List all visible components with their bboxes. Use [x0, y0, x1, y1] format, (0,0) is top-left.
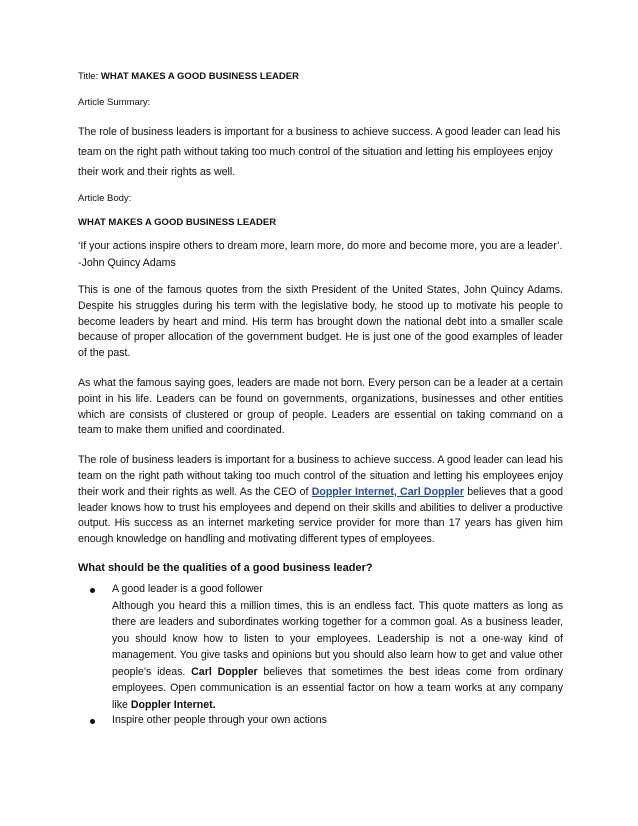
paragraph-3	[78, 453, 563, 548]
qualities-heading: What should be the qualities of a good business leader?	[78, 561, 373, 574]
list-item-title: Inspire other people through your own actions	[112, 714, 327, 727]
bullet-icon	[90, 719, 95, 724]
list-item-title: A good leader is a good follower	[112, 582, 263, 595]
paragraph-1: This is one of the famous quotes from the sixth President of the United States, John Quincy Adams. Despite his struggles during his term with the legislative body, he stood up to motivate his people to become leaders by heart and mind. His term has brought down the national debt into a smaller scale because of proper allocation of the government budget. He is just one of the good examples of leader of the past.	[78, 284, 563, 360]
doppler-internet-bold: Doppler Internet.	[130, 698, 216, 711]
list-item	[78, 713, 563, 729]
summary-label: Article Summary:	[78, 97, 151, 108]
paragraph-3-start: The role of business leaders is important for a business to achieve success. A good leader can lead his team on the right path without taking too much control of the situation and letting his employees enjoy their work and their rights as well. As the CEO of	[78, 454, 563, 498]
article-heading: WHAT MAKES A GOOD BUSINESS LEADER	[78, 217, 277, 228]
document-page	[78, 70, 563, 729]
paragraph-2: As what the famous saying goes, leaders are made not born. Every person can be a leader at a certain point in his life. Leaders can be found on governments, organizations, businesses and other entities which are consists of clustered or group of people. Leaders are essential on taking command on a team to make them unified and coordinated.	[78, 376, 563, 437]
body-label: Article Body:	[78, 193, 132, 204]
paragraph-3-end: believes that a good leader knows how to trust his employees and depend on their skills and abilities to deliver a productive output. His success as an internet marketing service provider for more than 17 years has given him enough knowledge on handling and motivating different types of employees.	[78, 485, 563, 546]
title-label: Title:	[78, 71, 101, 82]
bullet-icon	[90, 588, 95, 593]
title-value: WHAT MAKES A GOOD BUSINESS LEADER	[100, 71, 299, 82]
carl-doppler-bold: Carl Doppler	[191, 665, 258, 678]
meta-title-line	[78, 70, 563, 83]
list-item-body-start: Although you heard this a million times, this is an endless fact. This quote matters as long as there are leaders and subordinates working together for a common goal. As a business leader, you should know how to listen to your employees. Leadership is not a one-way kind of management. You give tasks and opinions but you should also learn how to get and value other people’s ideas.	[112, 599, 563, 678]
quote-text: ‘If your actions inspire others to dream more, learn more, do more and become more, you are a leader’. -John Quincy Adams	[78, 240, 563, 269]
list-item-body-middle: believes that sometimes the best ideas come from ordinary employees. Open communication is an essential factor on how a team works at any company like	[112, 665, 564, 711]
doppler-internet-link[interactable]: Doppler Internet, Carl Doppler	[311, 485, 464, 498]
qualities-list	[78, 582, 563, 729]
list-item	[78, 582, 563, 713]
list-item-body	[112, 598, 563, 714]
summary-text: The role of business leaders is important for a business to achieve success. A good leader can lead his team on the right path without taking too much control of the situation and letting his employees enjoy their work and their rights as well.	[78, 126, 561, 178]
